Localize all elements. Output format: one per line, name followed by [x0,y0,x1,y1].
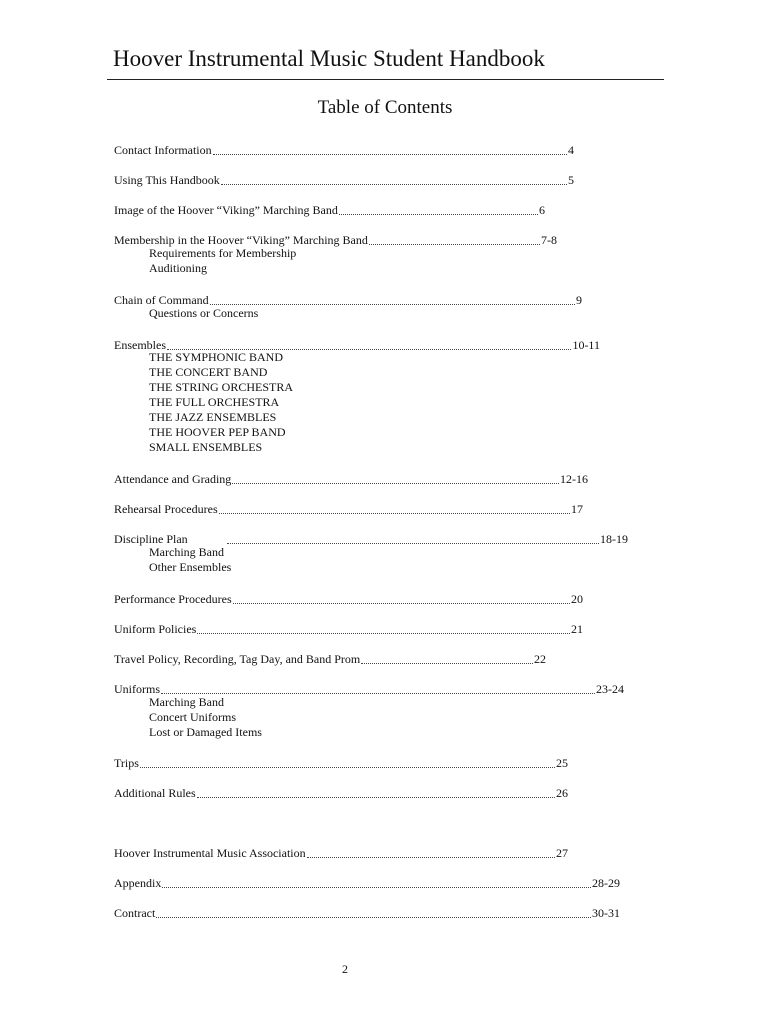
toc-subitem[interactable]: Questions or Concerns [149,306,259,320]
toc-entry-page: 7-8 [541,233,557,247]
toc-entry-label: Ensembles [114,338,166,352]
toc-entry-label: Using This Handbook [114,173,220,187]
toc-entry[interactable] [114,874,620,890]
toc-entry-page: 28-29 [592,876,620,890]
toc-entry-page: 21 [571,622,583,636]
toc-subitem[interactable]: Requirements for Membership [149,246,297,260]
toc-entry[interactable] [114,201,545,217]
toc-entry[interactable] [114,171,574,187]
dot-leader [233,603,570,604]
toc-entry-label: Image of the Hoover “Viking” Marching Band [114,203,338,217]
toc-subitem[interactable]: Concert Uniforms [149,710,236,724]
dot-leader [210,304,575,305]
toc-entry-page: 22 [534,652,546,666]
toc-entry-label: Contact Information [114,143,212,157]
toc-subitem[interactable]: Auditioning [149,261,208,275]
toc-heading: Table of Contents [317,97,453,118]
toc-entry[interactable] [114,844,568,860]
toc-entry-page: 30-31 [592,906,620,920]
dot-leader [227,543,599,544]
toc-entry-label: Additional Rules [114,786,196,800]
toc-entry-page: 5 [568,173,574,187]
toc-entry-page: 26 [556,786,568,800]
toc-subitem[interactable]: THE STRING ORCHESTRA [149,380,294,394]
toc-entry[interactable] [114,650,546,666]
toc-subitem[interactable]: THE FULL ORCHESTRA [149,395,280,409]
toc-entry-label: Appendix [114,876,162,890]
page-number: 2 [342,962,348,976]
toc-entry[interactable] [114,784,568,800]
toc-entry[interactable] [114,590,583,606]
toc-entry[interactable] [114,620,583,636]
toc-subitem[interactable]: THE SYMPHONIC BAND [149,350,284,364]
dot-leader [369,244,540,245]
dot-leader [213,154,567,155]
toc-subitem[interactable]: THE JAZZ ENSEMBLES [149,410,277,424]
toc-entry-label: Contract [114,906,156,920]
toc-entry-label: Performance Procedures [114,592,232,606]
toc-entry-label: Travel Policy, Recording, Tag Day, and Band Prom [114,652,361,666]
toc-entry[interactable] [114,291,582,307]
toc-entry-label: Trips [114,756,139,770]
toc-entry[interactable] [114,231,557,247]
toc-entry-label: Attendance and Grading [114,472,232,486]
toc-subitem[interactable]: SMALL ENSEMBLES [149,440,263,454]
toc-entry-label: Membership in the Hoover “Viking” Marching Band [114,233,368,247]
dot-leader [161,693,595,694]
toc-entry-label: Uniforms [114,682,160,696]
dot-leader [156,917,591,918]
toc-entry[interactable] [114,680,624,696]
toc-entry-label: Hoover Instrumental Music Association [114,846,306,860]
toc-entry-page: 4 [568,143,574,157]
dot-leader [197,633,570,634]
dot-leader [221,184,567,185]
toc-entry-page: 17 [571,502,583,516]
toc-entry[interactable] [114,530,628,546]
toc-entry-label: Rehearsal Procedures [114,502,218,516]
toc-entry-page: 25 [556,756,568,770]
dot-leader [140,767,555,768]
toc-entry-page: 20 [571,592,583,606]
toc-entry-label: Uniform Policies [114,622,197,636]
dot-leader [361,663,533,664]
toc-subitem[interactable]: Other Ensembles [149,560,232,574]
toc-entry-label: Chain of Command [114,293,209,307]
toc-entry[interactable] [114,500,583,516]
title-divider [107,79,664,80]
toc-entry[interactable] [114,904,620,920]
toc-entry-page: 27 [556,846,568,860]
toc-subitem[interactable]: Marching Band [149,545,224,559]
toc-entry[interactable] [114,754,568,770]
toc-entry-label: Discipline Plan [114,532,188,546]
toc-entry-page: 18-19 [600,532,628,546]
dot-leader [219,513,570,514]
toc-entry-page: 10-11 [572,338,600,352]
toc-entry[interactable] [114,141,574,157]
dot-leader [162,887,591,888]
toc-entry-page: 23-24 [596,682,624,696]
toc-entry-page: 6 [539,203,545,217]
toc-subitem[interactable]: Lost or Damaged Items [149,725,262,739]
toc-subitem[interactable]: THE CONCERT BAND [149,365,268,379]
dot-leader [339,214,538,215]
document-title: Hoover Instrumental Music Student Handbook [113,46,545,71]
dot-leader [232,483,559,484]
toc-subitem[interactable]: Marching Band [149,695,224,709]
toc-entry[interactable] [114,470,588,486]
toc-entry-page: 12-16 [560,472,588,486]
dot-leader [197,797,555,798]
dot-leader [307,857,555,858]
toc-subitem[interactable]: THE HOOVER PEP BAND [149,425,286,439]
toc-entry-page: 9 [576,293,582,307]
